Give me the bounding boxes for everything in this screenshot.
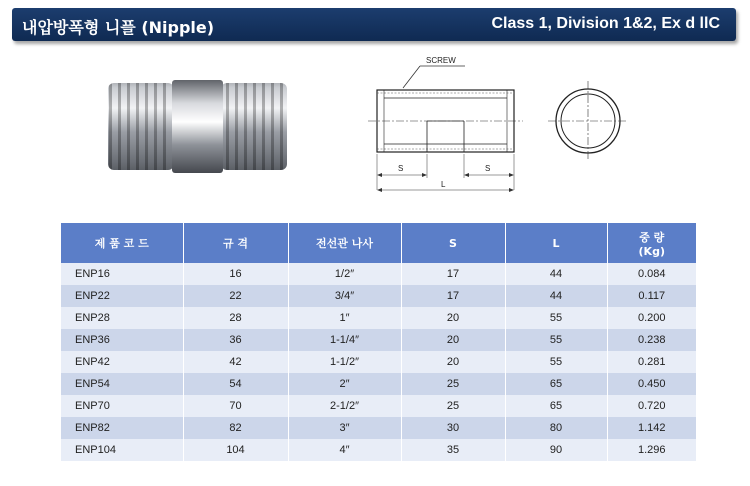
left-thread-section	[108, 83, 174, 170]
center-band	[172, 80, 223, 173]
cell-thread: 2-1/2″	[288, 395, 401, 417]
table-row	[61, 395, 696, 417]
cell-s: 25	[401, 395, 505, 417]
cell-thread: 1″	[288, 307, 401, 329]
cell-thread: 1-1/4″	[288, 329, 401, 351]
cell-weight: 0.281	[607, 351, 696, 373]
col-header-size: 규 격	[183, 223, 288, 263]
cell-s: 25	[401, 373, 505, 395]
cell-s: 30	[401, 417, 505, 439]
cell-code: ENP104	[61, 439, 183, 461]
cell-l: 55	[505, 329, 607, 351]
table-row	[61, 351, 696, 373]
specification-table	[61, 223, 696, 461]
l-label: L	[441, 180, 446, 189]
cell-size: 36	[183, 329, 288, 351]
right-thread-section	[221, 83, 287, 170]
cell-weight: 0.200	[607, 307, 696, 329]
cell-weight: 0.117	[607, 285, 696, 307]
cell-size: 82	[183, 417, 288, 439]
cell-size: 16	[183, 263, 288, 285]
table-row	[61, 329, 696, 351]
page-title: 내압방폭형 니플 (Nipple)	[22, 18, 215, 37]
table-row	[61, 417, 696, 439]
cell-l: 44	[505, 285, 607, 307]
cell-s: 20	[401, 329, 505, 351]
table-header-row	[61, 223, 696, 263]
cell-weight: 0.720	[607, 395, 696, 417]
cell-weight: 0.450	[607, 373, 696, 395]
col-header-conduit-thread: 전선관 나사	[288, 223, 401, 263]
cell-l: 65	[505, 373, 607, 395]
cell-code: ENP16	[61, 263, 183, 285]
col-header-product-code: 제 품 코 드	[61, 223, 183, 263]
table-row	[61, 285, 696, 307]
nipple-product-photo	[100, 66, 295, 186]
cell-size: 54	[183, 373, 288, 395]
col-header-l: L	[505, 223, 607, 263]
cell-s: 17	[401, 263, 505, 285]
cell-thread: 1/2″	[288, 263, 401, 285]
weight-header-line1: 중 량	[639, 230, 665, 244]
cell-code: ENP22	[61, 285, 183, 307]
col-header-s: S	[401, 223, 505, 263]
cell-weight: 0.238	[607, 329, 696, 351]
class-division-spec: Class 1, Division 1&2, Ex d llC	[491, 15, 720, 32]
cell-thread: 1-1/2″	[288, 351, 401, 373]
cell-size: 104	[183, 439, 288, 461]
cell-l: 80	[505, 417, 607, 439]
table-row	[61, 439, 696, 461]
cell-weight: 0.084	[607, 263, 696, 285]
screw-label: SCREW	[426, 56, 456, 65]
s-left-label: S	[398, 164, 404, 173]
cell-size: 70	[183, 395, 288, 417]
cell-thread: 3/4″	[288, 285, 401, 307]
cell-l: 44	[505, 263, 607, 285]
cell-l: 55	[505, 351, 607, 373]
cell-l: 55	[505, 307, 607, 329]
cell-weight: 1.296	[607, 439, 696, 461]
weight-header-line2: (Kg)	[638, 244, 665, 258]
table-row	[61, 263, 696, 285]
cell-s: 17	[401, 285, 505, 307]
table-row	[61, 307, 696, 329]
cell-l: 65	[505, 395, 607, 417]
nipple-technical-drawing	[360, 50, 630, 200]
cell-code: ENP36	[61, 329, 183, 351]
cell-code: ENP28	[61, 307, 183, 329]
cell-s: 20	[401, 351, 505, 373]
cell-l: 90	[505, 439, 607, 461]
cell-size: 28	[183, 307, 288, 329]
cell-weight: 1.142	[607, 417, 696, 439]
cell-size: 22	[183, 285, 288, 307]
col-header-weight	[607, 223, 696, 263]
cell-size: 42	[183, 351, 288, 373]
cell-thread: 4″	[288, 439, 401, 461]
cell-thread: 3″	[288, 417, 401, 439]
cell-thread: 2″	[288, 373, 401, 395]
s-right-label: S	[485, 164, 491, 173]
cell-code: ENP70	[61, 395, 183, 417]
cell-code: ENP54	[61, 373, 183, 395]
cell-s: 20	[401, 307, 505, 329]
cell-code: ENP82	[61, 417, 183, 439]
table-row	[61, 373, 696, 395]
cell-code: ENP42	[61, 351, 183, 373]
cell-s: 35	[401, 439, 505, 461]
header-banner	[12, 8, 736, 41]
